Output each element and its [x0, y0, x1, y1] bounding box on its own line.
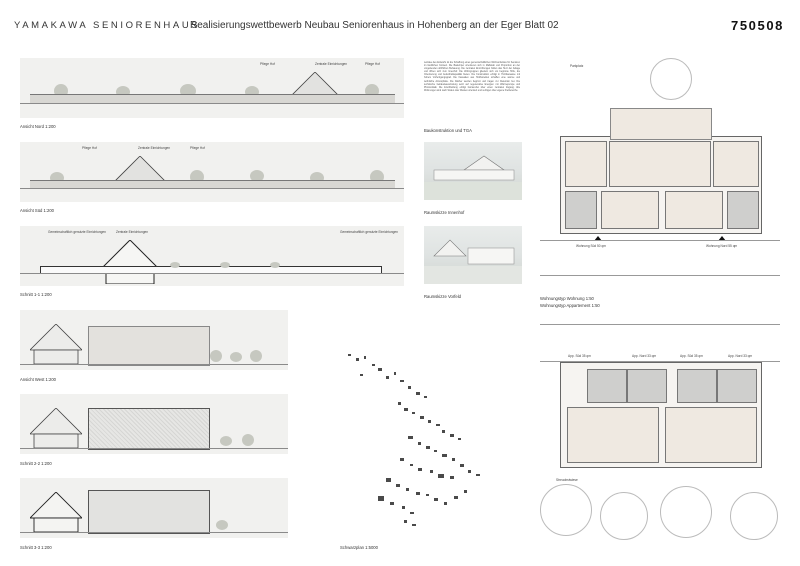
tree-circle — [660, 486, 712, 538]
tree — [210, 350, 222, 362]
sketch-innenhof — [424, 142, 522, 200]
innenhof-sketch-lines — [424, 142, 522, 200]
schnitt33-building — [88, 490, 210, 534]
appartement-building-outline — [560, 362, 762, 468]
caption-wohnungstyp-appartement: Wohnungstyp Appartement 1:50 — [540, 303, 600, 308]
caption-schnitt-33: Schnitt 3-3 1:200 — [20, 545, 52, 550]
plan-appartement — [540, 316, 780, 546]
ansicht-sued-drawing — [20, 142, 404, 202]
wohnung-roof-top — [610, 108, 712, 140]
tree — [220, 436, 232, 446]
schnitt-label-3: Gemeinschaftlich genutzte Einrichtungen — [340, 230, 398, 234]
ground-line — [20, 448, 288, 449]
vorfeld-sketch-lines — [424, 226, 522, 284]
ground-line — [20, 103, 404, 104]
plan-top-area-label: Parkplatz — [570, 64, 584, 68]
tree-circle — [540, 484, 592, 536]
building-band — [30, 94, 395, 103]
sued-label-3: Pflege Hof — [190, 146, 205, 150]
tree — [242, 434, 254, 446]
bathroom — [565, 191, 597, 229]
app-label-2: App. Nord 33 qm — [632, 354, 657, 358]
caption-ansicht-nord: Ansicht Nord 1:200 — [20, 124, 56, 129]
bathroom — [627, 369, 667, 403]
building-band — [30, 180, 395, 188]
room — [713, 141, 759, 187]
schnitt-label-2: Zentrale Einrichtungen — [116, 230, 149, 234]
tree-circle — [600, 492, 648, 540]
explanatory-text: Leitidee des Entwurfs ist die Schaffung eines gemeinschaftlichen Wohnumfeldes für Senioren im ländlichen Kontext. Die Baukörper orientieren sich in Maßstab und Proportion an der umgebenden dörflichen Bebauung. Die zentralen Einrichtungen bilden das Herz der Anlage und öffnen sich zum Innenhof. Die Wohngruppen gliedern sich um begrünte Höfe, die Orientierung und Aufenthaltsqualität bieten. Die Konstruktion erfolgt in Holzbauweise mit hohem Vorfertigungsgrad. Die Fassaden aus Holzlamellen schaffen eine warme und wohnliche Atmosphäre. Die Dächer werden begrünt und tragen zur Retention bei. Die technische Gebäudeausrüstung setzt auf regenerative Energien mit Wärmepumpe und Photovoltaik. Die Erschließung erfolgt barrierefrei über einen zentralen Zugang. Alle Wohnungen sind nach Süden oder Westen orientiert und verfügen über eigene Freibereiche. — [424, 62, 520, 92]
room — [665, 407, 757, 463]
caption-wohnungstyp-wohnung: Wohnungstyp Wohnung 1:50 — [540, 296, 594, 301]
schnitt-label-1: Gemeinschaftlich genutzte Einrichtungen — [48, 230, 106, 234]
app-label-4: App. Nord 33 qm — [728, 354, 753, 358]
sheet-title: Realisierungswettbewerb Neubau Seniorenhaus in Hohenberg an der Eger Blatt 02 — [190, 20, 559, 31]
schwarzplan-buildings — [338, 346, 498, 536]
plan-wohnung — [540, 58, 780, 288]
west-building — [88, 326, 210, 366]
caption-raumskizze-vorfeld: Raumskizze Vorfeld — [424, 294, 462, 299]
tree — [170, 262, 180, 268]
sued-label-1: Pflege Hof — [82, 146, 97, 150]
app-label-1: App. Süd 35 qm — [568, 354, 591, 358]
schnitt-11-drawing — [20, 226, 404, 286]
competition-code: 750508 — [731, 18, 784, 33]
room — [665, 191, 723, 229]
room — [609, 141, 711, 187]
wohnung-a-label: Wohnung Süd 50 qm — [576, 244, 606, 248]
ground-line — [20, 364, 288, 365]
nord-label-1: Pflege Hof — [260, 62, 275, 66]
tree — [230, 352, 242, 362]
west-roof-gable — [30, 324, 82, 364]
nord-label-2: Zentrale Einrichtungen — [315, 62, 348, 66]
sued-label-2: Zentrale Einrichtungen — [138, 146, 171, 150]
tree — [216, 520, 228, 530]
caption-ansicht-west: Ansicht West 1:200 — [20, 377, 57, 382]
tree — [220, 262, 230, 268]
ansicht-west-drawing — [20, 310, 288, 370]
bathroom — [677, 369, 717, 403]
caption-schwarzplan: Schwarzplan 1:5000 — [340, 545, 378, 550]
room — [565, 141, 607, 187]
wohnung-building-outline — [560, 136, 762, 234]
tree-circle — [730, 492, 778, 540]
project-name: YAMAKAWA SENIORENHAUS — [14, 20, 201, 31]
schnitt-33-drawing — [20, 478, 288, 538]
nord-label-3: Pflege Hof — [365, 62, 380, 66]
corridor — [540, 240, 780, 276]
caption-schnitt-11: Schnitt 1-1 1:200 — [20, 292, 52, 297]
app-label-3: App. Süd 35 qm — [680, 354, 703, 358]
tree — [270, 262, 280, 268]
ansicht-nord-drawing — [20, 58, 404, 118]
room — [567, 407, 659, 463]
tree — [250, 350, 262, 362]
caption-raumskizze-innenhof: Raumskizze Innenhof — [424, 210, 465, 215]
caption-ansicht-sued: Ansicht Süd 1:200 — [20, 208, 54, 213]
caption-baukonstruktion: Baukonstruktion und TGA — [424, 128, 472, 133]
wohnung-b-label: Wohnung Nord 55 qm — [706, 244, 738, 248]
tree-circle — [650, 58, 692, 100]
schnitt-22-drawing — [20, 394, 288, 454]
bathroom — [727, 191, 759, 229]
plan-bottom-area-label: Streuobstwiese — [556, 478, 578, 482]
schnitt22-building — [88, 408, 210, 450]
ground-line — [20, 188, 404, 189]
ground-line — [20, 273, 404, 274]
bathroom — [587, 369, 627, 403]
bathroom — [717, 369, 757, 403]
ground-line — [20, 532, 288, 533]
schnitt-roof-gable — [102, 240, 158, 284]
schnitt22-roof-gable — [30, 408, 82, 448]
sketch-vorfeld — [424, 226, 522, 284]
room — [601, 191, 659, 229]
schwarzplan-map — [338, 346, 498, 536]
schnitt33-roof-gable — [30, 492, 82, 532]
caption-schnitt-22: Schnitt 2-2 1:200 — [20, 461, 52, 466]
